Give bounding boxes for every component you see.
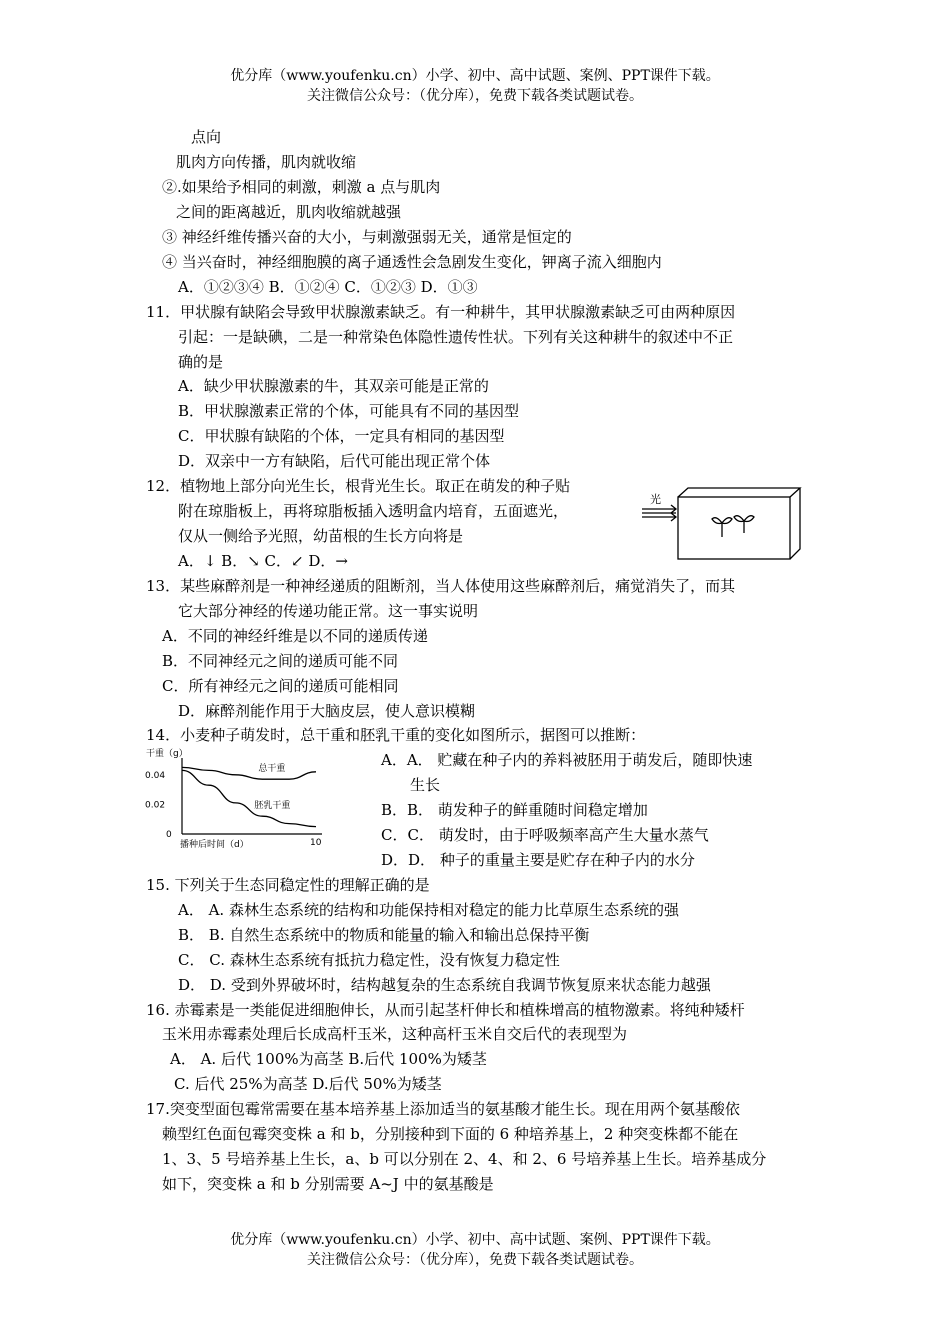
q17-line-4: 如下，突变株 a 和 b 分别需要 A~J 中的氨基酸是 <box>162 1175 494 1193</box>
q11-line-1: 11．甲状腺有缺陷会导致甲状腺激素缺乏。有一种耕牛，其甲状腺激素缺乏可由两种原因 <box>146 303 736 321</box>
q12-line-2: 附在琼脂板上，再将琼脂板插入透明盒内培育，五面遮光， <box>178 502 569 520</box>
q13-line-1: 13．某些麻醉剂是一种神经递质的阻断剂，当人体使用这些麻醉剂后，痛觉消失了，而其 <box>146 577 736 595</box>
light-label: 光 <box>650 493 661 506</box>
q16-line-1: 16. 赤霉素是一类能促进细胞伸长，从而引起茎杆伸长和植株增高的植物激素。将纯种矮杆 <box>146 1001 745 1019</box>
q13-line-2: 它大部分神经的传递功能正常。这一事实说明 <box>178 602 479 620</box>
q13-option-a: A．不同的神经纤维是以不同的递质传递 <box>162 627 428 645</box>
q10-statement-4: ④ 当兴奋时，神经细胞膜的离子通透性会急剧发生变化，钾离子流入细胞内 <box>162 253 662 271</box>
q14-dry-weight-chart <box>140 746 340 850</box>
q14-option-a-2: 生长 <box>410 776 441 794</box>
q11-line-2: 引起：一是缺碘，二是一种常染色体隐性遗传性状。下列有关这种耕牛的叙述中不正 <box>178 328 734 346</box>
series-label-1: 总干重 <box>258 764 286 775</box>
q16-options-ab: A． A. 后代 100%为高茎 B.后代 100%为矮茎 <box>170 1050 487 1068</box>
q10-cont-2: 肌肉方向传播，肌肉就收缩 <box>176 153 357 171</box>
q13-option-b: B．不同神经元之间的递质可能不同 <box>162 652 399 670</box>
q16-line-2: 玉米用赤霉素处理后长成高杆玉米，这种高杆玉米自交后代的表现型为 <box>162 1025 628 1043</box>
q10-options: A．①②③④ B．①②④ C．①②③ D．①③ <box>178 278 478 296</box>
y-axis-label: 干重（g） <box>146 749 188 759</box>
box-top-face <box>678 488 800 497</box>
y-tick-label: 0 <box>166 830 172 840</box>
q11-option-d: D．双亲中一方有缺陷，后代可能出现正常个体 <box>178 452 491 470</box>
y-tick-label: 0.04 <box>145 770 166 781</box>
q11-option-c: C．甲状腺有缺陷的个体，一定具有相同的基因型 <box>178 427 505 445</box>
box-right-face <box>790 488 800 559</box>
box-front-face <box>678 497 790 559</box>
x-tick-label: 10 <box>310 838 322 848</box>
y-tick-label: 0.02 <box>145 800 166 811</box>
q11-option-b: B．甲状腺激素正常的个体，可能具有不同的基因型 <box>178 402 520 420</box>
footer-line-1: 优分库（www.youfenku.cn）小学、初中、高中试题、案例、PPT课件下载。 <box>230 1232 720 1248</box>
q10-statement-2b: 之间的距离越近，肌肉收缩就越强 <box>176 203 402 221</box>
q17-line-3: 1、3、5 号培养基上生长，a、b 可以分别在 2、4、和 2、6 号培养基上生长。培养基成分 <box>162 1150 767 1168</box>
q15-option-c: C． C. 森林生态系统有抵抗力稳定性，没有恢复力稳定性 <box>178 951 560 969</box>
q13-option-d: D．麻醉剂能作用于大脑皮层，使人意识模糊 <box>178 702 476 720</box>
light-arrows <box>642 505 676 521</box>
q11-option-a: A．缺少甲状腺激素的牛，其双亲可能是正常的 <box>178 377 489 395</box>
seedling-1-icon <box>712 518 732 537</box>
header-line-2: 关注微信公众号：（优分库），免费下载各类试题试卷。 <box>307 88 643 104</box>
q12-line-1: 12．植物地上部分向光生长，根背光生长。取正在萌发的种子贴 <box>146 477 571 495</box>
q15-option-a: A． A. 森林生态系统的结构和功能保持相对稳定的能力比草原生态系统的强 <box>178 901 679 919</box>
q14-option-a-1: A．A． 贮藏在种子内的养料被胚用于萌发后，随即快速 <box>381 751 753 769</box>
q10-cont-1: 点向 <box>191 128 222 146</box>
q13-option-c: C．所有神经元之间的递质可能相同 <box>162 677 399 695</box>
q14-line-1: 14．小麦种子萌发时，总干重和胚乳干重的变化如图所示，据图可以推断： <box>146 726 646 744</box>
series-label-2: 胚乳干重 <box>254 801 291 812</box>
q15-option-b: B． B. 自然生态系统中的物质和能量的输入和输出总保持平衡 <box>178 926 590 944</box>
footer-line-2: 关注微信公众号：（优分库），免费下载各类试题试卷。 <box>307 1252 643 1268</box>
q11-line-3: 确的是 <box>178 353 224 371</box>
seedling-2-icon <box>734 516 754 533</box>
q12-box-figure <box>640 485 805 570</box>
q12-line-3: 仅从一侧给予光照，幼苗根的生长方向将是 <box>178 527 464 545</box>
q17-line-1: 17.突变型面包霉常需要在基本培养基上添加适当的氨基酸才能生长。现在用两个氨基酸依 <box>146 1100 740 1118</box>
q12-options: A．↓ B．↘ C．↙ D．→ <box>178 552 348 570</box>
q14-option-c: C．C． 萌发时，由于呼吸频率高产生大量水蒸气 <box>381 826 709 844</box>
x-axis-label: 播种后时间（d） <box>180 840 249 850</box>
q16-options-cd: C. 后代 25%为高茎 D.后代 50%为矮茎 <box>174 1075 442 1093</box>
q15-option-d: D． D. 受到外界破坏时，结构越复杂的生态系统自我调节恢复原来状态能力越强 <box>178 976 711 994</box>
header-line-1: 优分库（www.youfenku.cn）小学、初中、高中试题、案例、PPT课件下载。 <box>230 68 720 84</box>
q10-statement-2a: ②.如果给予相同的刺激，刺激 a 点与肌肉 <box>162 178 441 196</box>
q17-line-2: 赖型红色面包霉突变株 a 和 b，分别接种到下面的 6 种培养基上，2 种突变株都不能在 <box>162 1125 739 1143</box>
q10-statement-3: ③ 神经纤维传播兴奋的大小，与刺激强弱无关，通常是恒定的 <box>162 228 572 246</box>
series-line-1 <box>182 767 316 779</box>
q14-option-b: B．B． 萌发种子的鲜重随时间稳定增加 <box>381 801 648 819</box>
q14-option-d: D．D． 种子的重量主要是贮存在种子内的水分 <box>381 851 695 869</box>
q15-line-1: 15. 下列关于生态同稳定性的理解正确的是 <box>146 876 430 894</box>
